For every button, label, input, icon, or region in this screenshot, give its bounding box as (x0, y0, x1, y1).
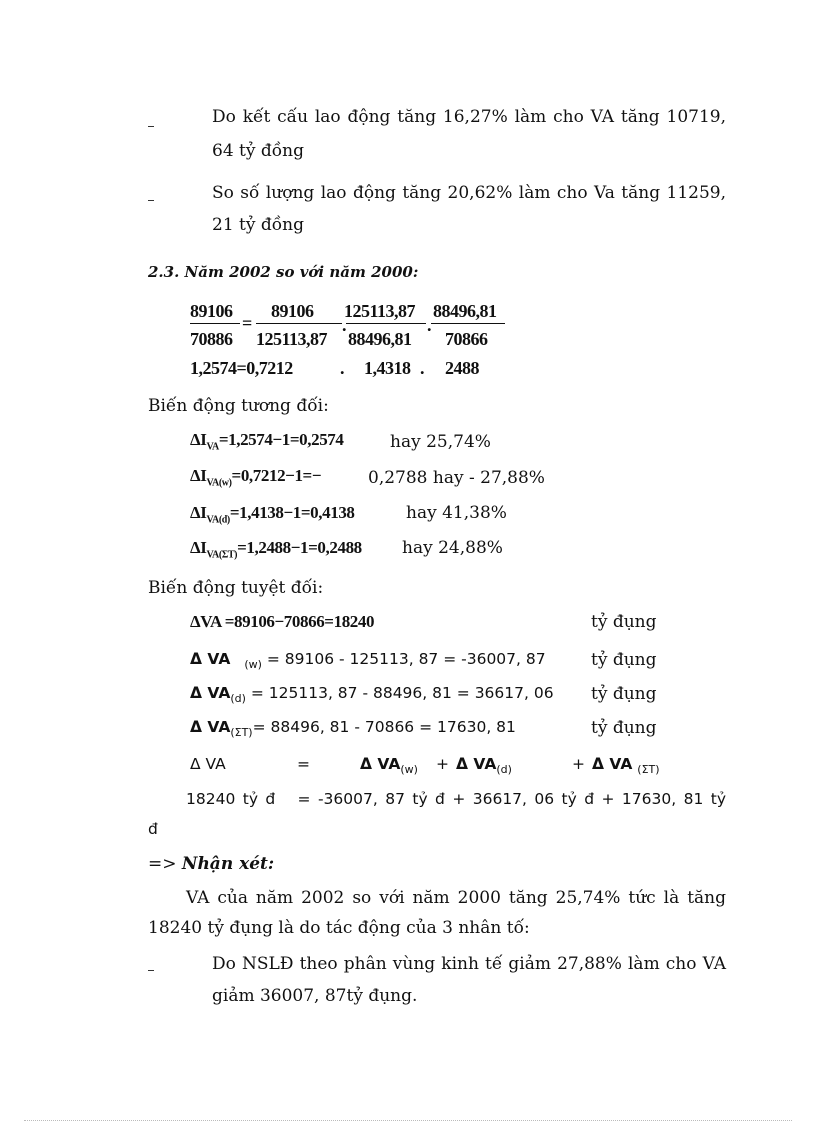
formula-equals: = (242, 313, 252, 333)
remark-paragraph-cont: 18240 tỷ đụng là do tác động của 3 nhân tố: (148, 918, 530, 938)
fraction-bar (431, 323, 505, 324)
formula-den: 70886 (190, 329, 233, 349)
section-heading: 2.3. Năm 2002 so với năm 2000: (148, 263, 419, 281)
absolute-row: Δ VA $_{(w)}$ = 89106 - 125113, 87 = -36007, 87 (190, 650, 546, 672)
decomposition-plus: + (572, 755, 585, 773)
unit-label: tỷ đụng (591, 612, 657, 632)
formula-dot: . (340, 358, 344, 378)
absolute-row: ΔVA =89106−70866=18240 (190, 612, 375, 631)
decomposition-values-cont: đ (148, 820, 158, 838)
relative-note: hay 24,88% (402, 538, 503, 558)
decomposition-term: Δ VA $_{(\Sigma T)}$ (592, 755, 660, 777)
bullet-dash (148, 126, 154, 127)
decomposition-plus: + (436, 755, 449, 773)
relative-note: hay 41,38% (406, 503, 507, 523)
bullet-text: Do kết cấu lao động tăng 16,27% làm cho VA tăng 10719, (212, 107, 726, 127)
formula-dot: . (420, 358, 424, 378)
relative-note: hay 25,74% (390, 432, 491, 452)
unit-label: tỷ đụng (591, 718, 657, 738)
formula-dot: . (427, 315, 431, 335)
formula-num: 125113,87 (344, 301, 416, 321)
bullet-dash (148, 200, 154, 201)
bullet-text-cont: giảm 36007, 87tỷ đụng. (212, 986, 418, 1006)
bullet-text: So số lượng lao động tăng 20,62% làm cho Va tăng 11259, (212, 183, 726, 203)
relative-title: Biến động tương đối: (148, 396, 329, 416)
absolute-row: Δ $VA_{(d)} = 125113$, 87 - 88496, 81 = 36617, 06 (190, 684, 554, 706)
fraction-bar (256, 323, 342, 324)
decomposition-term: Δ $VA_{(d)}$ (456, 755, 512, 777)
fraction-bar (190, 323, 240, 324)
relative-expr: $\Delta I_{VA(\Sigma T)}=1,2488-1=0,2488$ (190, 538, 362, 561)
formula-dot: . (342, 315, 346, 335)
relative-expr: $\Delta I_{VA(w)}=0,7212-1=-$ (190, 466, 322, 489)
formula-row2-value: 1,4318 (364, 358, 411, 378)
unit-label: tỷ đụng (591, 650, 657, 670)
decomposition-term: Δ $VA_{(w)}$ (360, 755, 418, 777)
absolute-title: Biến động tuyệt đối: (148, 578, 324, 598)
formula-row2: 1,2574=0,7212 (190, 358, 293, 378)
absolute-row: Δ $VA_{(\Sigma T)}= 88496$, 81 - 70866 = 17630, 81 (190, 718, 516, 740)
formula-den: 70866 (445, 329, 488, 349)
relative-expr: $\Delta I_{VA}=1,2574-1=0,2574$ (190, 430, 344, 453)
bullet-text: Do NSLĐ theo phân vùng kinh tế giảm 27,88% làm cho VA (212, 954, 726, 974)
remark-paragraph: VA của năm 2002 so với năm 2000 tăng 25,74% tức là tăng (186, 888, 726, 908)
formula-den: 125113,87 (256, 329, 328, 349)
remark-heading: => Nhận xét: (148, 854, 275, 874)
decomposition-equals: = (297, 755, 310, 773)
relative-expr: $\Delta I_{VA(d)}=1,4138-1=0,4138$ (190, 503, 355, 526)
bullet-dash (148, 970, 154, 971)
unit-label: tỷ đụng (591, 684, 657, 704)
bullet-text-cont: 21 tỷ đồng (212, 215, 304, 235)
formula-num: 88496,81 (433, 301, 497, 321)
fraction-bar (346, 323, 426, 324)
decomposition-lhs: Δ VA (190, 755, 226, 773)
formula-num: 89106 (271, 301, 314, 321)
formula-row2-value: 2488 (445, 358, 479, 378)
formula-num: 89106 (190, 301, 233, 321)
decomposition-values: 18240 tỷ đ = -36007, 87 tỷ đ + 36617, 06 tỷ đ + 17630, 81 tỷ (186, 790, 726, 808)
formula-den: 88496,81 (348, 329, 412, 349)
page-border (24, 1120, 792, 1121)
bullet-text-cont: 64 tỷ đồng (212, 141, 304, 161)
relative-note: 0,2788 hay - 27,88% (368, 468, 545, 488)
